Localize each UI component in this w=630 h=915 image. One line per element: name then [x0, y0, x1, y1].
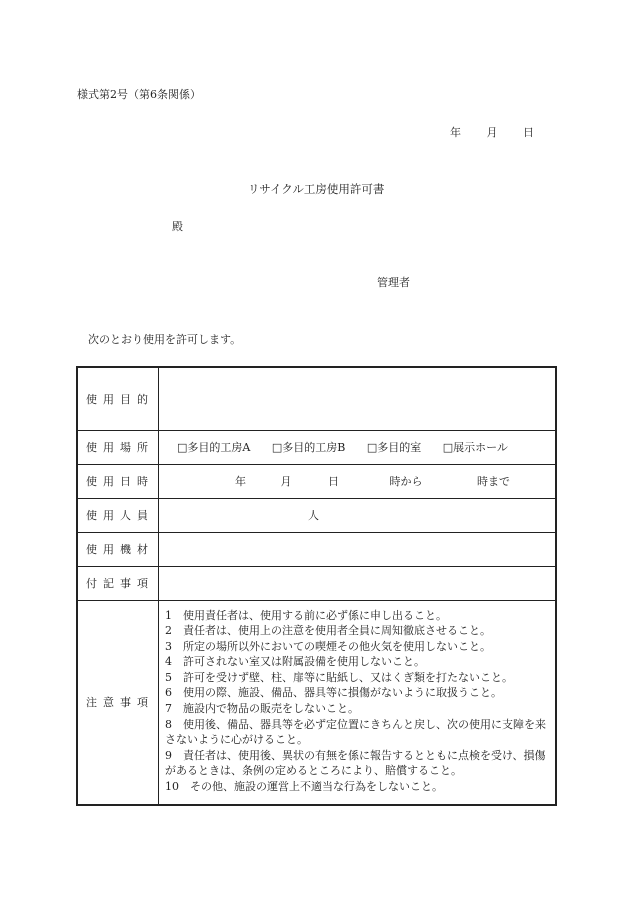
dt-day: 日 — [328, 475, 339, 488]
date-day: 日 — [523, 126, 534, 139]
dt-month: 月 — [280, 475, 292, 488]
place-row — [77, 430, 556, 464]
conditions-field[interactable] — [159, 566, 557, 600]
note-item: 5 許可を受けず壁、柱、扉等に貼紙し、又はくぎ類を打たないこと。 — [165, 670, 513, 684]
equipment-label: 使用機材 — [77, 532, 159, 566]
purpose-row — [77, 367, 556, 430]
persons-row — [77, 498, 556, 532]
addressee-suffix: 殿 — [172, 220, 183, 233]
datetime-row — [77, 464, 556, 498]
place-option[interactable]: □多目的室 — [366, 441, 422, 454]
notes-row — [77, 600, 556, 805]
equipment-row — [77, 532, 556, 566]
dt-to: 時まで — [477, 475, 510, 488]
place-option[interactable]: □多目的工房A — [177, 441, 251, 454]
place-option[interactable]: □多目的工房B — [271, 441, 346, 454]
persons-field[interactable] — [159, 498, 557, 532]
intro-text: 次のとおり使用を許可します。 — [88, 333, 242, 346]
place-option[interactable]: □展示ホール — [442, 441, 508, 454]
notes-list — [159, 600, 557, 805]
date-month: 月 — [486, 126, 498, 139]
place-label: 使用場所 — [77, 430, 159, 464]
note-item: 8 使用後、備品、器具等を必ず定位置にきちんと戻し、次の使用に支障を来さないように心がけること。 — [165, 717, 546, 747]
note-item: 7 施設内で物品の販売をしないこと。 — [165, 702, 359, 716]
datetime-label: 使用日時 — [77, 464, 159, 498]
persons-unit: 人 — [308, 509, 319, 522]
note-item: 2 責任者は、使用上の注意を使用者全員に周知徹底させること。 — [165, 624, 491, 638]
purpose-field[interactable] — [159, 367, 557, 430]
note-item: 4 許可されない室又は附属設備を使用しないこと。 — [165, 655, 425, 669]
note-item: 3 所定の場所以外においての喫煙その他火気を使用しないこと。 — [165, 639, 491, 653]
permit-table — [76, 366, 557, 806]
date-year: 年 — [450, 126, 461, 139]
note-item: 9 責任者は、使用後、異状の有無を係に報告するとともに点検を受け、損傷があるときは、条例の定めるところにより、賠償すること。 — [165, 748, 546, 778]
notes-label: 注意事項 — [77, 600, 159, 805]
note-item: 1 使用責任者は、使用する前に必ず係に申し出ること。 — [165, 608, 447, 622]
equipment-field[interactable] — [159, 532, 557, 566]
note-item: 10 その他、施設の運営上不適当な行為をしないこと。 — [165, 780, 443, 794]
conditions-row — [77, 566, 556, 600]
datetime-field[interactable] — [159, 464, 557, 498]
date-line — [450, 124, 556, 140]
purpose-label: 使用目的 — [77, 367, 159, 430]
note-item: 6 使用の際、施設、備品、器具等に損傷がないように取扱うこと。 — [165, 686, 502, 700]
place-options — [159, 430, 557, 464]
dt-year: 年 — [235, 475, 246, 488]
document-title: リサイクル工房使用許可書 — [248, 182, 385, 196]
form-number: 様式第2号（第6条関係） — [77, 88, 201, 101]
persons-label: 使用人員 — [77, 498, 159, 532]
conditions-label: 付記事項 — [77, 566, 159, 600]
issuer: 管理者 — [377, 276, 410, 289]
dt-from: 時から — [389, 475, 423, 488]
